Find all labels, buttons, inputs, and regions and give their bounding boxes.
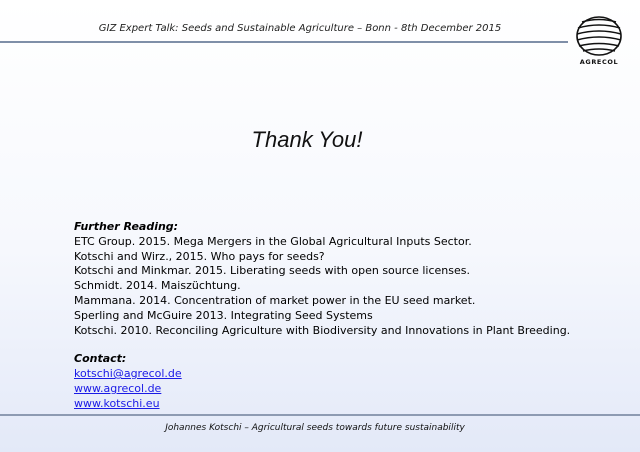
contact-heading: Contact: [74, 352, 127, 366]
footer-divider [0, 414, 640, 416]
reading-item: Kotschi. 2010. Reconciling Agriculture with Biodiversity and Innovations in Plant Breeding. [74, 323, 571, 337]
agrecol-website-link[interactable]: www.agrecol.de [74, 381, 162, 395]
footer-text: Johannes Kotschi – Agricultural seeds towards future sustainability [165, 423, 465, 433]
reading-item: Mammana. 2014. Concentration of market power in the EU seed market. [74, 293, 476, 307]
reading-item: Schmidt. 2014. Maiszüchtung. [74, 279, 241, 293]
page-title: Thank You! [251, 127, 363, 152]
reading-list [74, 220, 614, 412]
reading-item: Kotschi and Wirz., 2015. Who pays for seeds? [74, 249, 325, 263]
email-link[interactable]: kotschi@agrecol.de [74, 367, 182, 381]
header-divider [0, 41, 568, 43]
reading-item: Sperling and McGuire 2013. Integrating Seed Systems [74, 308, 373, 322]
further-reading-heading: Further Reading: [74, 220, 179, 233]
kotschi-website-link[interactable]: www.kotschi.eu [74, 396, 160, 410]
reading-item: Kotschi and Minkmar. 2015. Liberating seeds with open source licenses. [74, 264, 470, 278]
spacer [74, 338, 614, 352]
reading-item: ETC Group. 2015. Mega Mergers in the Global Agricultural Inputs Sector. [74, 234, 472, 248]
header-title: GIZ Expert Talk: Seeds and Sustainable Agriculture – Bonn - 8th December 2015 [98, 23, 502, 34]
logo-text: AGRECOL [579, 58, 619, 66]
